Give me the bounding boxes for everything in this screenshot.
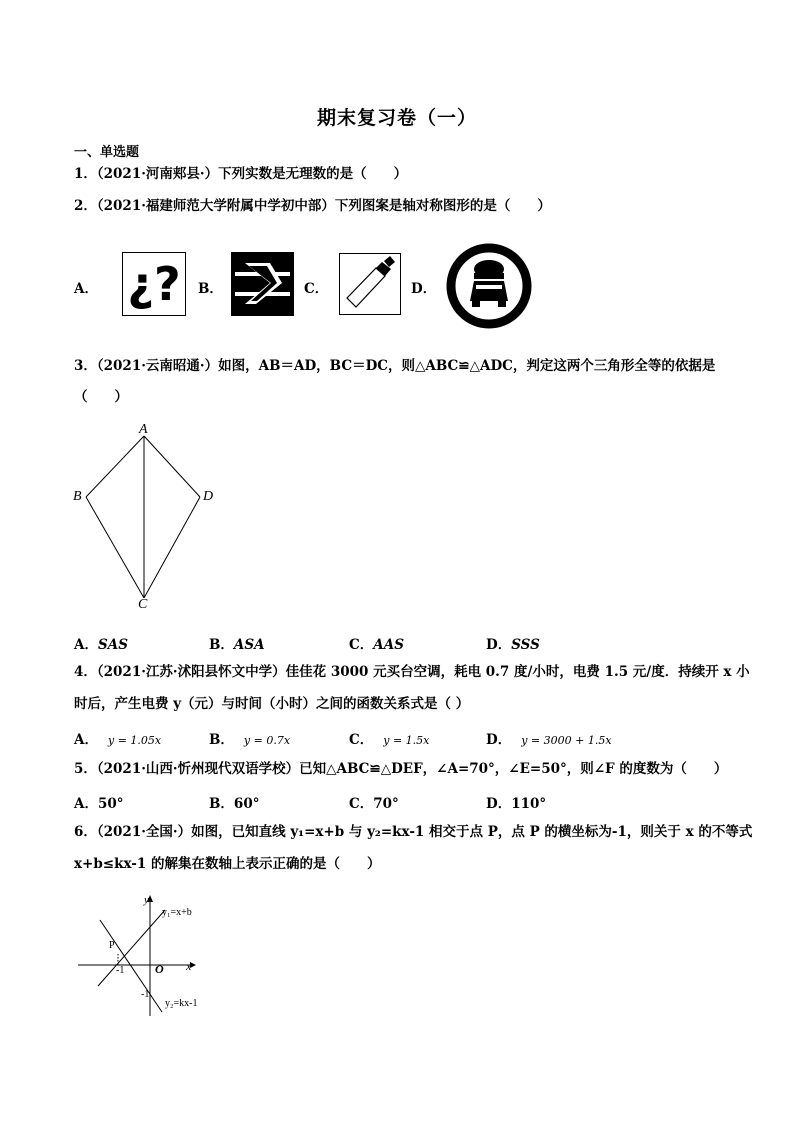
graph-neg1-x-label: -1 xyxy=(116,965,125,976)
graph-y-axis-label: y xyxy=(144,894,149,906)
graph-x-axis-label: x xyxy=(186,959,192,973)
kite-figure xyxy=(70,420,230,620)
vertex-label-c: C xyxy=(138,597,148,612)
question-5: 5．（2021·山西·忻州现代双语学校）已知△ABC≌△DEF，∠A=70°，∠E=50°，则∠F 的度数为（ ） xyxy=(74,761,728,777)
graph-neg1-y-label: -1 xyxy=(141,989,150,1000)
page-title: 期末复习卷（一） xyxy=(316,107,477,129)
question-1: 1．（2021·河南郏县·）下列实数是无理数的是（ ） xyxy=(74,166,408,182)
q5-option-b: B．60° xyxy=(209,796,260,812)
graph-point-p-label: P xyxy=(109,940,115,951)
q2-option-c-label: C． xyxy=(304,281,329,297)
q3-option-d: D．SSS xyxy=(486,637,540,653)
q4-option-a: A． y = 1.05x xyxy=(74,732,162,748)
q2-option-d-label: D． xyxy=(411,281,437,297)
q3-option-a: A．SAS xyxy=(74,637,128,653)
vertex-label-b: B xyxy=(73,489,82,504)
q2-option-b-label: B． xyxy=(198,281,223,297)
question-4-line-1: 4．（2021·江苏·沭阳县怀文中学）佳佳花 3000 元买台空调，耗电 0.7 度/小时，电费 1.5 元/度．持续开 x 小 xyxy=(74,664,750,680)
q5-option-d: D．110° xyxy=(486,796,547,812)
graph-line-2-label: y₂=kx-1 xyxy=(165,998,198,1009)
q4-option-b: B． y = 0.7x xyxy=(209,732,291,748)
q4-option-c: C． y = 1.5x xyxy=(349,732,430,748)
question-mark-sign-image xyxy=(122,252,186,316)
vertex-label-d: D xyxy=(203,489,214,504)
bottle-sign-image xyxy=(339,253,401,315)
question-6-line-2: x+b≤kx-1 的解集在数轴上表示正确的是（ ） xyxy=(74,856,381,872)
question-4-line-2: 时后，产生电费 y（元）与时间（小时）之间的函数关系式是（ ） xyxy=(74,696,470,712)
q3-option-c: C．AAS xyxy=(349,637,404,653)
q2-option-a-label: A． xyxy=(74,281,98,297)
question-3-bracket: （ ） xyxy=(74,389,128,405)
railway-symbol-sign-image xyxy=(231,252,294,316)
q4-option-d: D． y = 3000 + 1.5x xyxy=(486,732,612,748)
question-3: 3．（2021·云南昭通·）如图，AB＝AD，BC＝DC，则△ABC≌△ADC，判定这两个三角形全等的依据是 xyxy=(74,358,716,374)
car-in-circle-sign-image xyxy=(446,243,532,329)
vertex-label-a: A xyxy=(139,422,148,437)
linear-functions-graph xyxy=(70,890,250,1025)
q5-option-a: A．50° xyxy=(74,796,124,812)
q5-option-c: C．70° xyxy=(349,796,399,812)
question-6-line-1: 6．（2021·全国·）如图，已知直线 y₁=x+b 与 y₂=kx-1 相交于点 P，点 P 的横坐标为-1，则关于 x 的不等式 xyxy=(74,824,753,840)
question-2: 2．（2021·福建师范大学附属中学初中部）下列图案是轴对称图形的是（ ） xyxy=(74,198,551,214)
section-heading: 一、单选题 xyxy=(74,145,140,160)
question-mark-glyph: ¿? xyxy=(127,257,181,311)
graph-origin-label: O xyxy=(155,962,164,976)
q3-option-b: B．ASA xyxy=(209,637,265,653)
graph-line-1-label: y₁=x+b xyxy=(162,907,192,918)
